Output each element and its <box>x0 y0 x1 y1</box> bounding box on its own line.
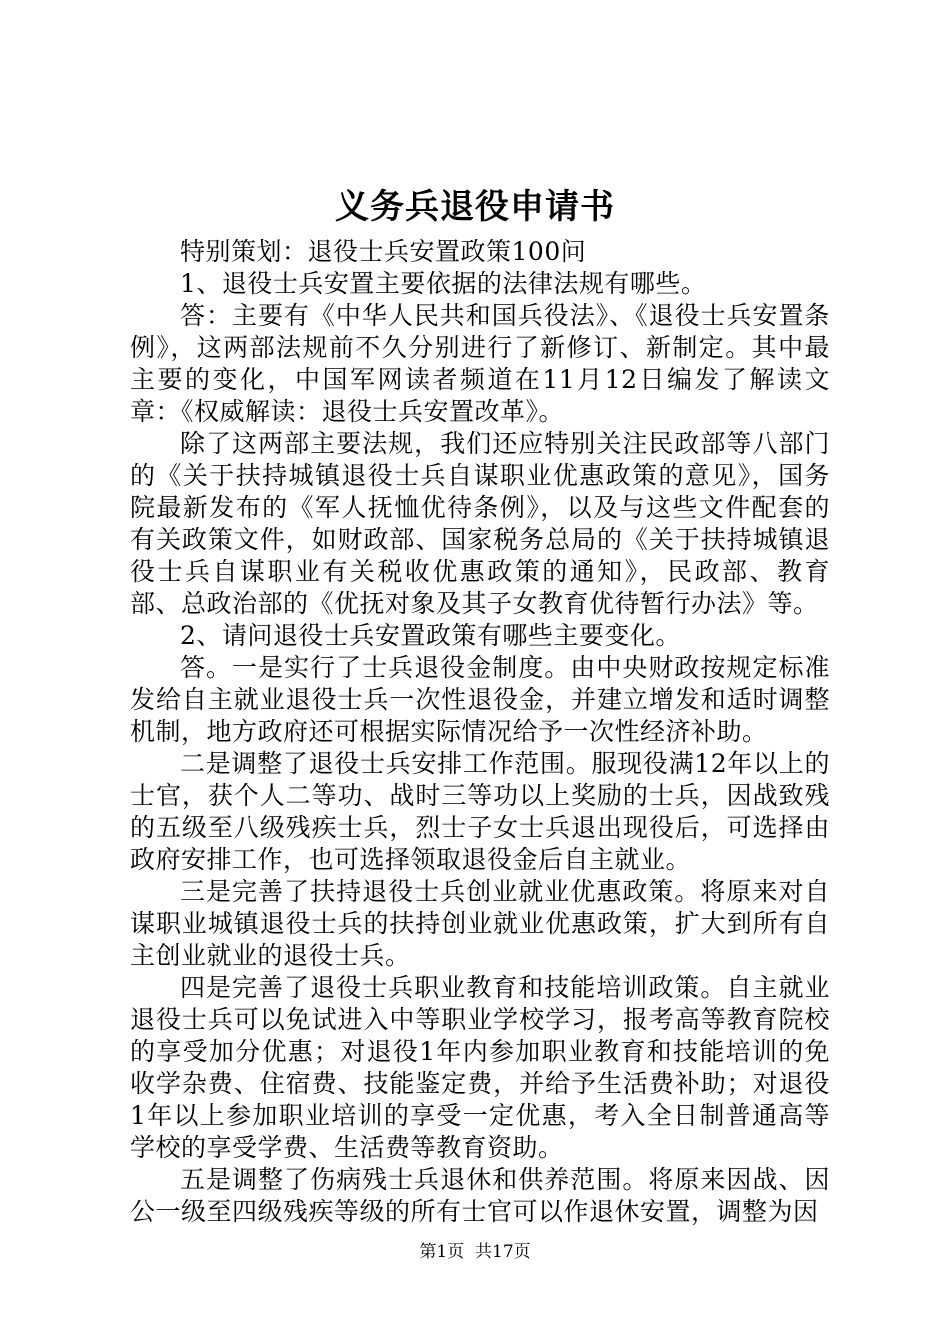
paragraph: 三是完善了扶持退役士兵创业就业优惠政策。将原来对自谋职业城镇退役士兵的扶持创业就业优惠政策，扩大到所有自主创业就业的退役士兵。 <box>130 877 830 970</box>
paragraph: 四是完善了退役士兵职业教育和技能培训政策。自主就业退役士兵可以免试进入中等职业学校学习，报考高等教育院校的享受加分优惠；对退役1年内参加职业教育和技能培训的免收学杂费、住宿费、技能鉴定费，并给予生活费补助；对退役1年以上参加职业培训的享受一定优惠，考入全日制普通高等学校的享受学费、生活费等教育资助。 <box>130 973 830 1162</box>
page-total: 共17页 <box>475 1242 531 1262</box>
paragraph: 2、请问退役士兵安置政策有哪些主要变化。 <box>180 621 681 650</box>
paragraph: 答：主要有《中华人民共和国兵役法》、《退役士兵安置条例》，这两部法规前不久分别进行了新修订、新制定。其中最主要的变化，中国军网读者频道在11月12日编发了解读文章：《权威解读：退役士兵安置改革》。 <box>130 301 830 426</box>
paragraph: 二是调整了退役士兵安排工作范围。服现役满12年以上的士官，获个人二等功、战时三等功以上奖励的士兵，因战致残的五级至八级残疾士兵，烈士子女士兵退出现役后，可选择由政府安排工作，也可选择领取退役金后自主就业。 <box>130 749 830 874</box>
document-body <box>130 236 830 1228</box>
paragraph: 除了这两部主要法规，我们还应特别关注民政部等八部门的《关于扶持城镇退役士兵自谋职业优惠政策的意见》，国务院最新发布的《军人抚恤优待条例》，以及与这些文件配套的有关政策文件，如财政部、国家税务总局的《关于扶持城镇退役士兵自谋职业有关税收优惠政策的通知》，民政部、教育部、总政治部的《优抚对象及其子女教育优待暂行办法》等。 <box>130 429 830 618</box>
paragraph: 特别策划：退役士兵安置政策100问 <box>180 237 587 266</box>
paragraph: 答。一是实行了士兵退役金制度。由中央财政按规定标准发给自主就业退役士兵一次性退役金，并建立增发和适时调整机制，地方政府还可根据实际情况给予一次性经济补助。 <box>130 653 830 746</box>
page-number: 第1页 <box>419 1242 465 1262</box>
document-title: 义务兵退役申请书 <box>335 187 615 227</box>
page-footer <box>0 1240 950 1264</box>
paragraph: 1、退役士兵安置主要依据的法律法规有哪些。 <box>180 269 707 298</box>
paragraph: 五是调整了伤病残士兵退休和供养范围。将原来因战、因公一级至四级残疾等级的所有士官可以作退休安置，调整为因 <box>130 1165 830 1226</box>
